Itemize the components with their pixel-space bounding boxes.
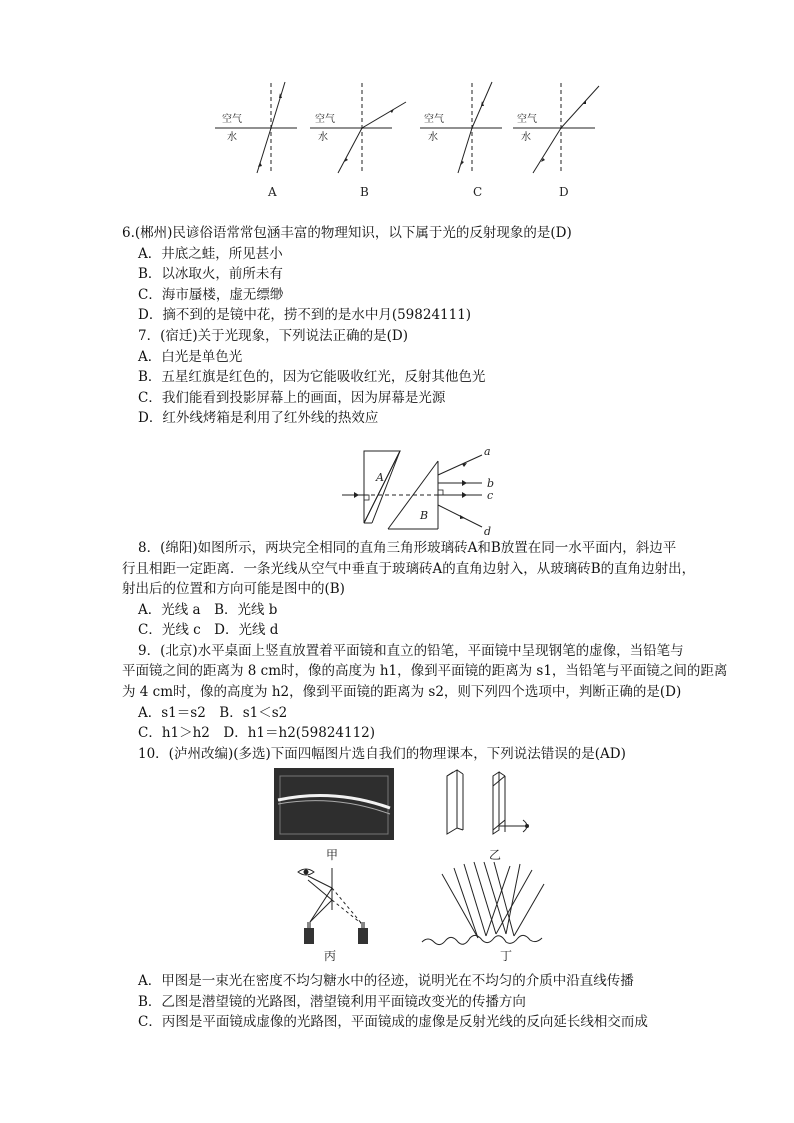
q6-option-a: A．井底之蛙，所见甚小 xyxy=(138,246,283,262)
prism-label-b: B xyxy=(420,509,429,522)
q9-line-2: 平面镜之间的距离为 8 cm时，像的高度为 h1，像到平面镜的距离为 s1，当铅笔与平面镜之间的距离 xyxy=(122,663,728,679)
water-label: 水 xyxy=(318,132,328,143)
diagram-b xyxy=(310,83,406,199)
prism-label-a: A xyxy=(376,471,384,484)
air-label: 空气 xyxy=(222,114,242,125)
q9-line-1: 9．(北京)水平桌面上竖直放置着平面镜和直立的铅笔，平面镜中呈现钢笔的虚像，当铅笔与 xyxy=(138,643,684,659)
q7-option-b: B．五星红旗是红色的，因为它能吸收红光，反射其他色光 xyxy=(138,369,486,385)
refraction-diagrams xyxy=(215,78,615,203)
figure-bing xyxy=(290,862,390,964)
sugar-water-photo xyxy=(274,768,394,868)
q8-line-2: 行且相距一定距离．一条光线从空气中垂直于玻璃砖A的直角边射入，从玻璃砖B的直角边射出， xyxy=(122,561,696,577)
figure-yi xyxy=(435,768,545,868)
caption-ding: 丁 xyxy=(500,949,513,963)
ray-label-c: c xyxy=(487,489,494,502)
q10-option-a: A．甲图是一束光在密度不均匀糖水中的径迹，说明光在不均匀的介质中沿直线传播 xyxy=(138,973,634,989)
q9-options-cd: C．h1＞h2 D．h1＝h2(59824112) xyxy=(138,725,376,741)
figure-jia xyxy=(274,768,394,868)
figure-ding xyxy=(420,858,550,964)
q7-option-c: C．我们能看到投影屏幕上的画面，因为屏幕是光源 xyxy=(138,390,446,406)
q8-options-ab: A．光线 a B．光线 b xyxy=(138,602,278,618)
periscope-diagram xyxy=(435,768,545,868)
q8-line-3: 射出后的位置和方向可能是图中的(B) xyxy=(122,581,345,597)
caption-bing: 丙 xyxy=(324,949,337,963)
q7-option-d: D．红外线烤箱是利用了红外线的热效应 xyxy=(138,410,379,426)
plane-mirror-diagram xyxy=(290,862,390,964)
air-label: 空气 xyxy=(315,114,335,125)
q8-options-cd: C．光线 c D．光线 d xyxy=(138,622,279,638)
diagram-a-label: A xyxy=(268,185,277,199)
q8-line-1: 8．(绵阳)如图所示，两块完全相同的直角三角形玻璃砖A和B放置在同一水平面内，斜边平 xyxy=(138,540,677,556)
water-label: 水 xyxy=(428,132,438,143)
q7-stem: 7．(宿迁)关于光现象，下列说法正确的是(D) xyxy=(138,328,408,344)
q9-options-ab: A．s1＝s2 B．s1＜s2 xyxy=(138,705,288,721)
diagram-d-label: D xyxy=(559,185,569,199)
ray-label-a: a xyxy=(484,445,491,458)
q6-stem: 6.(郴州)民谚俗语常常包涵丰富的物理知识，以下属于光的反射现象的是(D) xyxy=(122,225,572,241)
diffuse-reflection-diagram xyxy=(420,858,550,964)
ray-label-d: d xyxy=(484,525,492,538)
q10-option-c: C．丙图是平面镜成虚像的光路图，平面镜成的虚像是反射光线的反向延长线相交而成 xyxy=(138,1014,648,1030)
prism-figure xyxy=(342,445,502,537)
diagram-b-label: B xyxy=(360,185,369,199)
q10-stem: 10．(泸州改编)(多选)下面四幅图片选自我们的物理课本，下列说法错误的是(AD) xyxy=(138,746,626,762)
q6-option-b: B．以冰取火，前所未有 xyxy=(138,266,283,282)
q7-option-a: A．白光是单色光 xyxy=(138,349,243,365)
q6-option-c: C．海市蜃楼，虚无缥缈 xyxy=(138,287,284,303)
caption-jia: 甲 xyxy=(326,848,339,862)
caption-yi: 乙 xyxy=(489,848,502,862)
refraction-figure xyxy=(215,78,615,203)
water-label: 水 xyxy=(521,132,531,143)
q10-option-b: B．乙图是潜望镜的光路图，潜望镜利用平面镜改变光的传播方向 xyxy=(138,994,526,1010)
diagram-c-label: C xyxy=(473,185,483,199)
ray-label-b: b xyxy=(487,477,495,490)
q6-option-d: D．摘不到的是镜中花，捞不到的是水中月(59824111) xyxy=(138,307,472,323)
diagram-a xyxy=(215,82,297,199)
q9-line-3: 为 4 cm时，像的高度为 h2，像到平面镜的距离为 s2，则下列四个选项中，判断正确的是(D) xyxy=(122,684,682,700)
diagram-c xyxy=(420,82,502,199)
diagram-d xyxy=(513,83,599,199)
prism-diagram xyxy=(342,445,502,537)
air-label: 空气 xyxy=(424,114,444,125)
air-label: 空气 xyxy=(517,114,537,125)
water-label: 水 xyxy=(227,132,237,143)
